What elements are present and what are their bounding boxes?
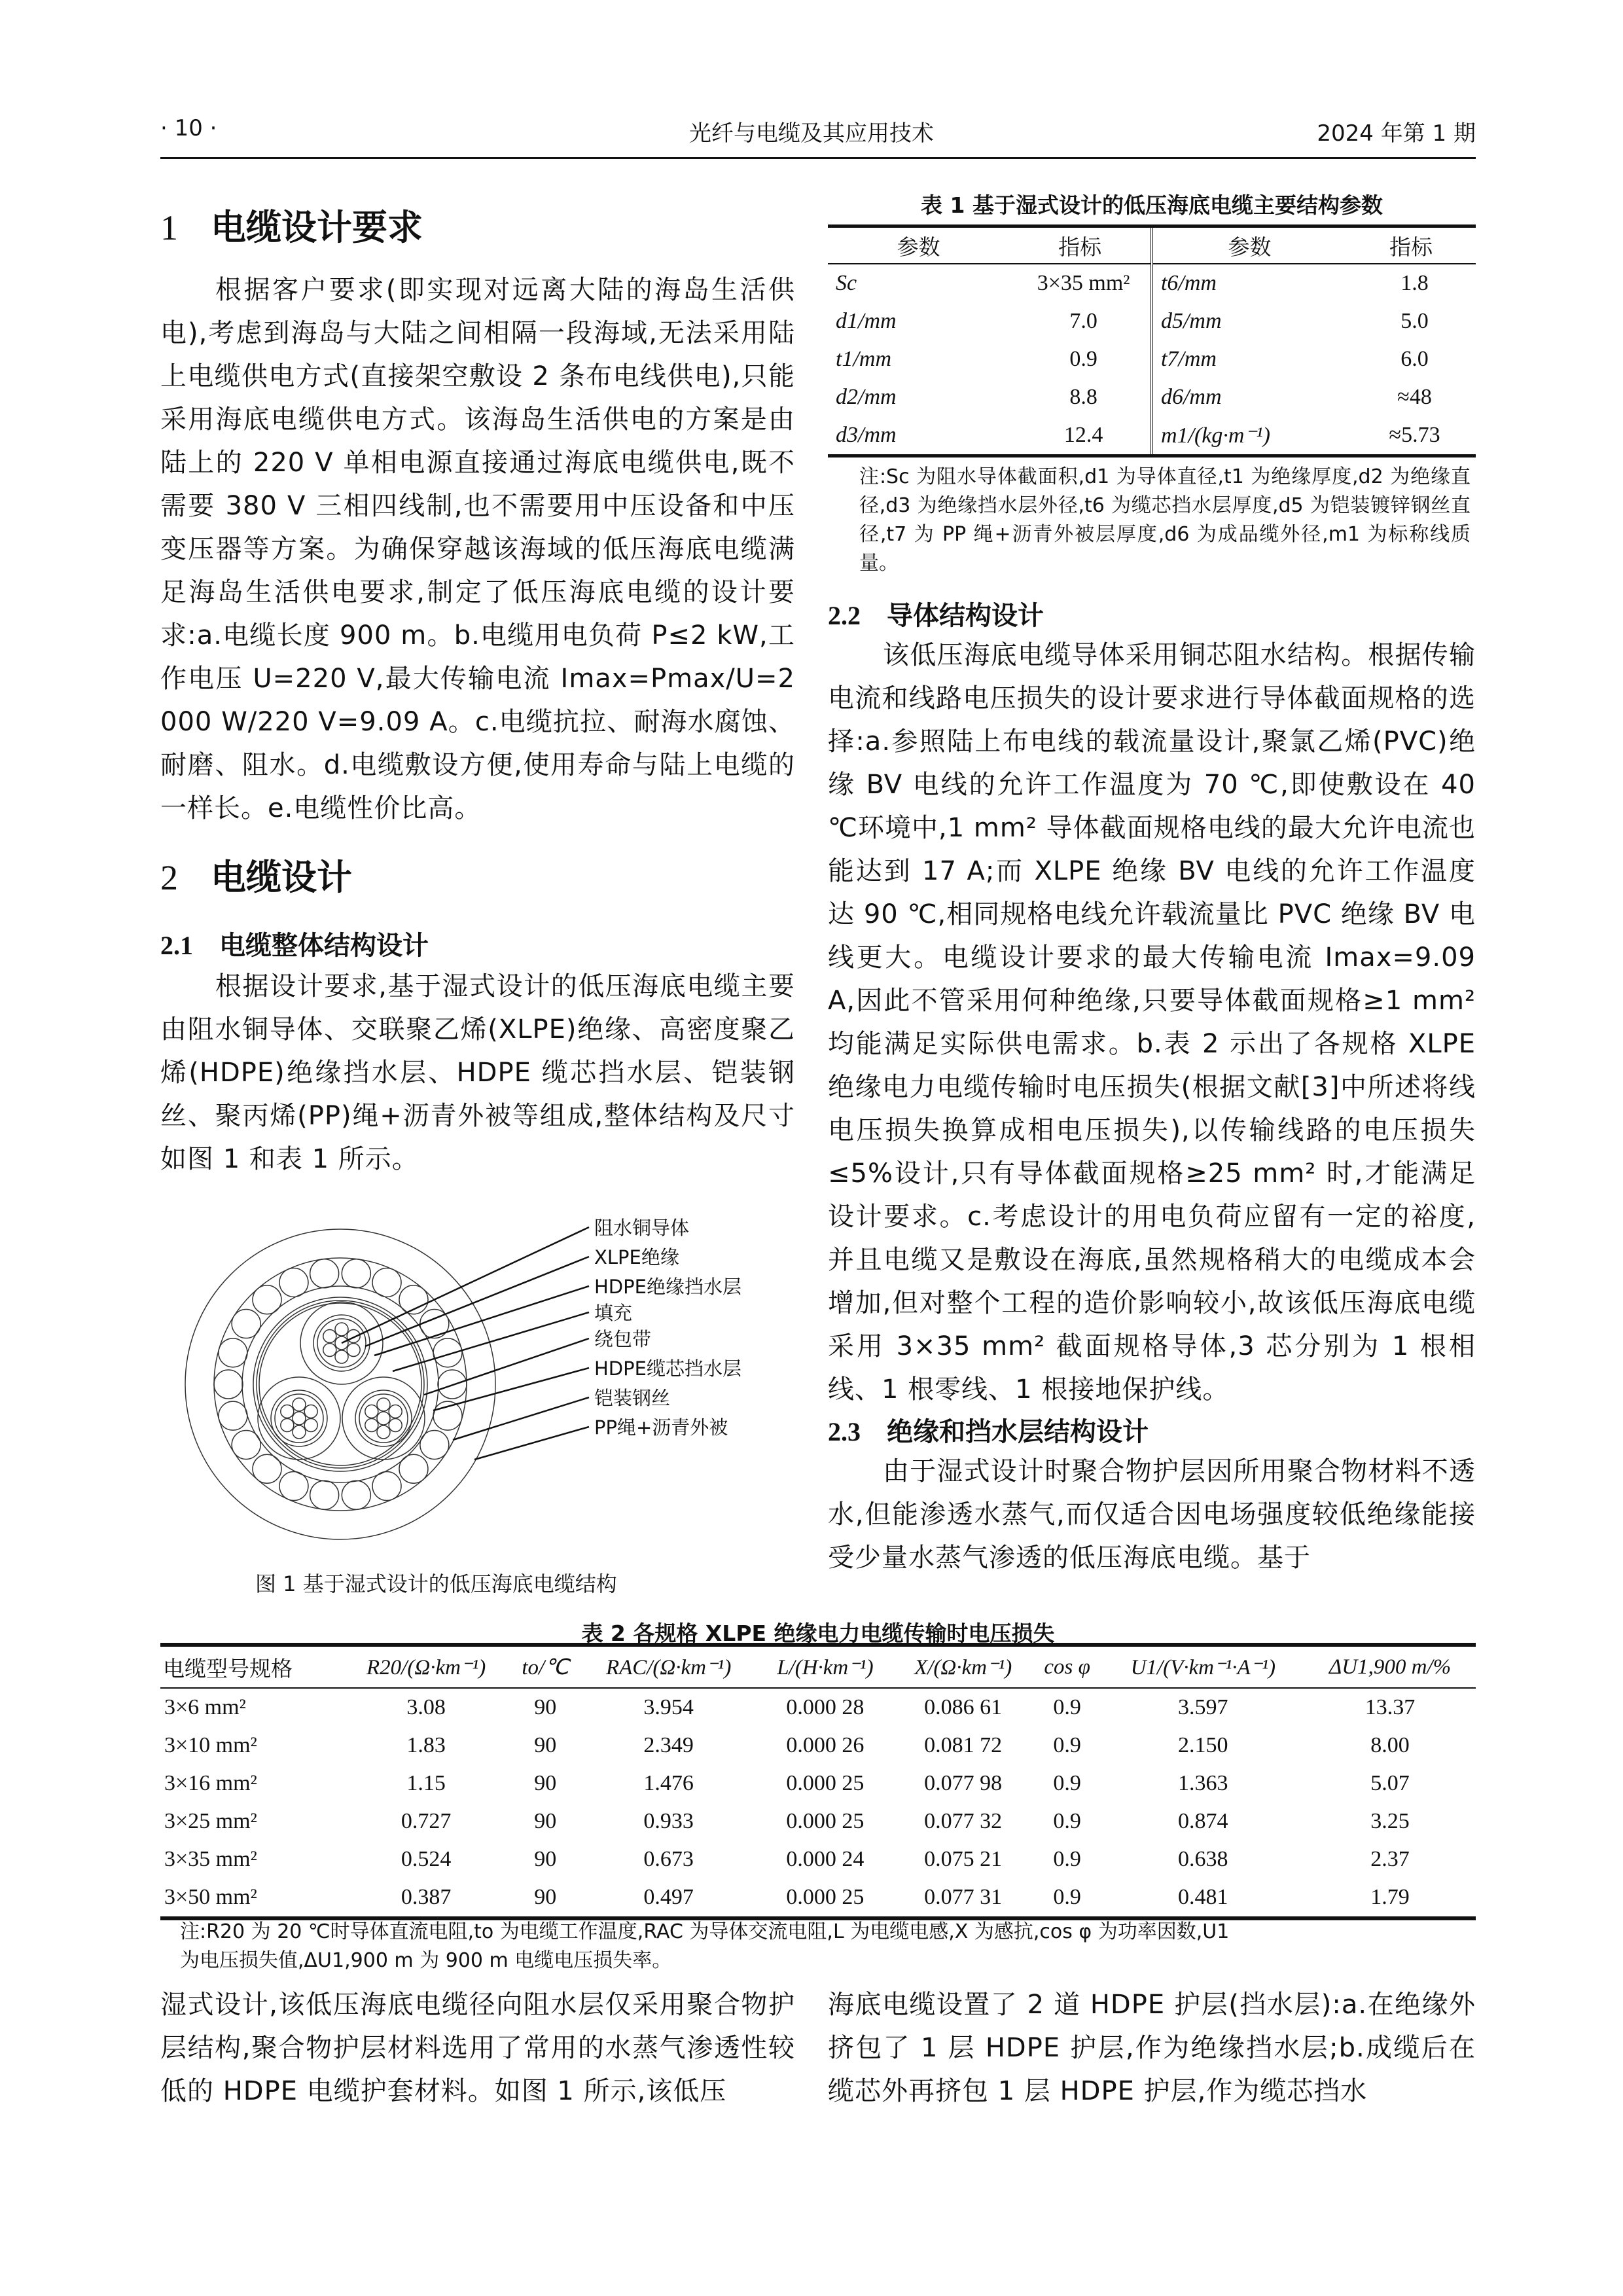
column-header: R20/(Ω·km⁻¹) <box>342 1645 510 1688</box>
armour-wire <box>399 1454 428 1483</box>
value-cell: 0.000 25 <box>786 1809 865 1833</box>
table-2 <box>160 1643 1476 1920</box>
value-cell: 0.497 <box>643 1885 694 1909</box>
section-1-heading <box>160 200 795 250</box>
column-header: to/℃ <box>510 1645 580 1688</box>
section-number: 1 <box>160 208 178 247</box>
conductor-strand <box>293 1398 306 1411</box>
value-cell: 0.000 25 <box>786 1771 865 1795</box>
value-cell: 90 <box>534 1771 557 1795</box>
column-header: 指标 <box>1009 226 1152 264</box>
column-header: 电缆型号规格 <box>160 1645 342 1688</box>
value-cell: 2.349 <box>643 1733 694 1757</box>
insulation-water-barrier <box>342 1377 425 1460</box>
conductor-strand <box>365 1405 378 1418</box>
table-2-note-line-2: 为电压损失值,ΔU1,900 m 为 900 m 电缆电压损失率。 <box>180 1949 672 1972</box>
figure-label: 铠装钢丝 <box>594 1387 671 1409</box>
value-cell: 8.00 <box>1370 1733 1410 1757</box>
value-cell: 0.933 <box>643 1809 694 1833</box>
parameter-cell: m1/(kg·m⁻¹) <box>1160 423 1270 448</box>
conductor-strand <box>365 1419 378 1432</box>
table-2-note <box>180 1918 1476 1975</box>
value-cell: 1.79 <box>1370 1885 1410 1909</box>
parameter-cell: d3/mm <box>836 423 897 447</box>
value-cell: 5.0 <box>1400 309 1429 333</box>
column-header: 指标 <box>1346 226 1476 264</box>
table-header-row <box>160 1645 1476 1688</box>
figure-label: 阻水铜导体 <box>594 1217 690 1239</box>
value-cell: 0.077 98 <box>924 1771 1003 1795</box>
bottom-right-paragraph: 海底电缆设置了 2 道 HDPE 护层(挡水层):a.在绝缘外挤包了 1 层 HDPE 护层,作为绝缘挡水层;b.成缆后在缆芯外再挤包 1 层 HDPE 护层,作为缆芯挡水 <box>828 1990 1476 2106</box>
column-header: X/(Ω·km⁻¹) <box>894 1645 1033 1688</box>
conductor-strand <box>377 1426 390 1439</box>
figure-label: XLPE绝缘 <box>594 1246 679 1268</box>
armour-wire <box>310 1480 339 1509</box>
value-cell: 0.9 <box>1053 1885 1081 1909</box>
conductor-outline <box>359 1394 408 1443</box>
conductor-strand <box>304 1419 317 1432</box>
section-2-2-heading <box>828 595 1476 632</box>
figure-label: 填充 <box>594 1302 633 1324</box>
leader-line <box>365 1257 589 1346</box>
section-title: 电缆整体结构设计 <box>219 931 429 961</box>
armour-wire <box>372 1472 401 1501</box>
value-cell: 8.8 <box>1009 378 1152 416</box>
armour-wire <box>279 1268 308 1297</box>
spec-cell: 3×50 mm² <box>164 1885 257 1909</box>
armour-wire <box>232 1310 260 1338</box>
spec-cell: 3×35 mm² <box>164 1847 257 1871</box>
armour-wire <box>214 1370 243 1399</box>
cable-cross-section-diagram <box>183 1198 772 1584</box>
conductor-strand <box>377 1412 390 1425</box>
header-rule <box>160 157 1476 159</box>
value-cell: 0.000 28 <box>786 1695 865 1719</box>
section-2-heading <box>160 850 795 900</box>
armour-wire <box>279 1472 308 1501</box>
armour-wire <box>420 1430 449 1459</box>
section-2-1-paragraph: 根据设计要求,基于湿式设计的低压海底电缆主要由阻水铜导体、交联聚乙烯(XLPE)绝缘、高密度聚乙烯(HDPE)绝缘挡水层、HDPE 缆芯挡水层、铠装钢丝、聚丙烯(PP)绳+沥青外被等组成,整体结构及尺寸如图 1 和表 1 所示。 <box>160 971 795 1174</box>
value-cell: 7.0 <box>1009 302 1152 340</box>
figure-label: HDPE绝缘挡水层 <box>594 1276 741 1298</box>
value-cell: 90 <box>534 1847 557 1871</box>
value-cell: 0.638 <box>1178 1847 1228 1871</box>
value-cell: 0.000 25 <box>786 1885 865 1909</box>
bottom-left-paragraph: 湿式设计,该低压海底电缆径向阻水层仅采用聚合物护层结构,聚合物护层材料选用了常用的水蒸气渗透性较低的 HDPE 电缆护套材料。如图 1 所示,该低压 <box>160 1990 795 2106</box>
section-title: 绝缘和挡水层结构设计 <box>887 1417 1149 1447</box>
armour-wire <box>253 1285 281 1314</box>
value-cell: 90 <box>534 1809 557 1833</box>
figure-1 <box>183 1198 772 1584</box>
section-2-3-paragraph: 由于湿式设计时聚合物护层因所用聚合物材料不透水,但能渗透水蒸气,而仅适合因电场强度较低绝缘能接受少量水蒸气渗透的低压海底电缆。基于 <box>828 1456 1476 1573</box>
figure-1-caption: 图 1 基于湿式设计的低压海底电缆结构 <box>255 1571 617 1596</box>
value-cell: 6.0 <box>1400 347 1429 371</box>
insulation-water-barrier <box>258 1377 340 1460</box>
value-cell: 1.8 <box>1400 271 1429 295</box>
parameter-cell: d2/mm <box>836 385 897 409</box>
armour-wire <box>433 1338 462 1367</box>
table-row <box>828 302 1476 340</box>
armour-wire <box>219 1338 247 1367</box>
xlpe-insulation <box>271 1390 327 1446</box>
leader-line <box>393 1312 589 1371</box>
section-title: 导体结构设计 <box>887 601 1044 631</box>
value-cell: 3.597 <box>1178 1695 1228 1719</box>
spec-cell: 3×25 mm² <box>164 1809 257 1833</box>
value-cell: 0.075 21 <box>924 1847 1003 1871</box>
value-cell: 0.673 <box>643 1847 694 1871</box>
conductor-strand <box>304 1405 317 1418</box>
value-cell: 3.25 <box>1370 1809 1410 1833</box>
conductor-strand <box>281 1419 294 1432</box>
armour-wire <box>342 1480 370 1509</box>
value-cell: 3.954 <box>643 1695 694 1719</box>
table-1-note: 注:Sc 为阻水导体截面积,d1 为导体直径,t1 为绝缘厚度,d2 为绝缘直径,d3 为绝缘挡水层外径,t6 为缆芯挡水层厚度,d5 为铠装镀锌钢丝直径,t7 为 PP 绳+沥青外被层厚度,d6 为成品缆外径,m1 为标称线质量。 <box>859 465 1471 575</box>
column-header: ΔU1,900 m/% <box>1304 1645 1476 1688</box>
table-row <box>160 1727 1476 1765</box>
value-cell: 0.000 24 <box>786 1847 865 1871</box>
value-cell: 90 <box>534 1885 557 1909</box>
value-cell: 5.07 <box>1370 1771 1410 1795</box>
parameter-cell: d1/mm <box>836 309 897 333</box>
spec-cell: 3×6 mm² <box>164 1695 246 1719</box>
armour-wire <box>438 1370 467 1399</box>
conductor-strand <box>323 1344 336 1357</box>
section-number: 2.2 <box>828 601 861 630</box>
value-cell: 0.077 31 <box>924 1885 1003 1909</box>
value-cell: 0.524 <box>401 1847 452 1871</box>
section-title: 电缆设计要求 <box>211 207 423 248</box>
parameter-cell: Sc <box>836 271 857 295</box>
figure-label: 绕包带 <box>594 1328 652 1350</box>
value-cell: 0.9 <box>1053 1809 1081 1833</box>
right-column <box>828 188 1476 1579</box>
armour-wire <box>342 1259 370 1288</box>
journal-title: 光纤与电缆及其应用技术 <box>689 120 934 147</box>
value-cell: ≈5.73 <box>1389 423 1440 447</box>
value-cell: 0.086 61 <box>924 1695 1003 1719</box>
table-row <box>160 1878 1476 1918</box>
table-1-title: 表 1 基于湿式设计的低压海底电缆主要结构参数 <box>921 192 1383 218</box>
parameter-cell: t6/mm <box>1160 271 1217 295</box>
value-cell: 0.081 72 <box>924 1733 1003 1757</box>
value-cell: 0.727 <box>401 1809 452 1833</box>
table-2-title: 表 2 各规格 XLPE 绝缘电力电缆传输时电压损失 <box>581 1621 1055 1646</box>
conductor-strand <box>347 1344 360 1357</box>
leader-line <box>453 1397 589 1440</box>
value-cell: 2.150 <box>1178 1733 1228 1757</box>
conductor-strand <box>389 1405 402 1418</box>
parameter-cell: t1/mm <box>836 347 891 371</box>
parameter-cell: t7/mm <box>1160 347 1217 371</box>
value-cell: 13.37 <box>1364 1695 1416 1719</box>
spec-cell: 3×10 mm² <box>164 1733 257 1757</box>
section-number: 2 <box>160 858 178 897</box>
section-number: 2.1 <box>160 931 193 960</box>
parameter-cell: d5/mm <box>1160 309 1222 333</box>
value-cell: 0.000 26 <box>786 1733 865 1757</box>
value-cell: ≈48 <box>1397 385 1432 409</box>
value-cell: 0.9 <box>1053 1771 1081 1795</box>
armour-wire <box>372 1268 401 1297</box>
table-row <box>828 378 1476 416</box>
conductor-strand <box>335 1350 348 1363</box>
table-row <box>828 340 1476 378</box>
value-cell: 0.9 <box>1009 340 1152 378</box>
value-cell: 12.4 <box>1009 416 1152 456</box>
page-number: · 10 · <box>160 115 217 141</box>
value-cell: 0.874 <box>1178 1809 1228 1833</box>
value-cell: 3×35 mm² <box>1009 264 1152 302</box>
conductor-strand <box>293 1426 306 1439</box>
table-row <box>160 1840 1476 1878</box>
armour-wire <box>253 1454 281 1483</box>
section-2-3-heading <box>828 1411 1476 1448</box>
value-cell: 0.387 <box>401 1885 452 1909</box>
armour-wire <box>232 1430 260 1459</box>
value-cell: 0.481 <box>1178 1885 1228 1909</box>
column-header: U1/(V·km⁻¹·A⁻¹) <box>1102 1645 1304 1688</box>
spec-cell: 3×16 mm² <box>164 1771 257 1795</box>
table-2-note-line-1: 注:R20 为 20 ℃时导体直流电阻,to 为电缆工作温度,RAC 为导体交流电阻,L 为电缆电感,X 为感抗,cos φ 为功率因数,U1 <box>180 1920 1230 1943</box>
conductor-strand <box>281 1405 294 1418</box>
conductor-strand <box>377 1398 390 1411</box>
conductor-outline <box>275 1394 323 1443</box>
table-row <box>160 1803 1476 1840</box>
column-header: 参数 <box>828 226 1009 264</box>
armour-wire <box>310 1259 339 1288</box>
conductor-strand <box>389 1419 402 1432</box>
armour-wire <box>219 1401 247 1430</box>
value-cell: 0.077 32 <box>924 1809 1003 1833</box>
value-cell: 90 <box>534 1733 557 1757</box>
figure-label: PP绳+沥青外被 <box>594 1416 728 1439</box>
left-column <box>160 200 795 1181</box>
conductor-strand <box>323 1330 336 1343</box>
leader-line <box>424 1338 589 1395</box>
parameter-cell: d6/mm <box>1160 385 1222 409</box>
section-2-1-heading <box>160 925 795 962</box>
section-title: 电缆设计 <box>211 857 352 898</box>
xlpe-insulation <box>355 1390 412 1446</box>
table-row <box>828 264 1476 302</box>
leader-line <box>474 1427 589 1460</box>
column-header: L/(H·km⁻¹) <box>757 1645 894 1688</box>
table-header-row <box>828 226 1476 264</box>
value-cell: 90 <box>534 1695 557 1719</box>
table-1 <box>828 224 1476 457</box>
section-2-2-paragraph: 该低压海底电缆导体采用铜芯阻水结构。根据传输电流和线路电压损失的设计要求进行导体截面规格的选择:a.参照陆上布电线的载流量设计,聚氯乙烯(PVC)绝缘 BV 电线的允许工作温度为 70 ℃,即使敷设在 40 ℃环境中,1 mm² 导体截面规格电线的最大允许电流也能达到 17 A;而 XLPE 绝缘 BV 电线的允许工作温度达 90 ℃,相同规格电线允许载流量比 PVC 绝缘 BV 电线更大。电缆设计要求的最大传输电流 Imax=9.09 A,因此不管采用何种绝缘,只要导体截面规格≥1 mm² 均能满足实际供电需求。b.表 2 示出了各规格 XLPE 绝缘电力电缆传输时电压损失(根据文献[3]中所述将线电压损失换算成相电压损失),以传输线路的电压损失≤5%设计,只有导体截面规格≥25 mm² 时,才能满足设计要求。c.考虑设计的用电负荷应留有一定的裕度,并且电缆又是敷设在海底,虽然规格稍大的电缆成本会增加,但对整个工程的造价影响较小,故该低压海底电缆采用 3×35 mm² 截面规格导体,3 芯分别为 1 根相线、1 根零线、1 根接地保护线。 <box>828 640 1476 1405</box>
value-cell: 1.15 <box>406 1771 446 1795</box>
section-1-paragraph: 根据客户要求(即实现对远离大陆的海岛生活供电),考虑到海岛与大陆之间相隔一段海域,无法采用陆上电缆供电方式(直接架空敷设 2 条布电线供电),只能采用海底电缆供电方式。该海岛生活供电的方案是由陆上的 220 V 单相电源直接通过海底电缆供电,既不需要 380 V 三相四线制,也不需要用中压设备和中压变压器等方案。为确保穿越该海域的低压海底电缆满足海岛生活供电要求,制定了低压海底电缆的设计要求:a.电缆长度 900 m。b.电缆用电负荷 P≤2 kW,工作电压 U=220 V,最大传输电流 Imax=Pmax/U=2 000 W/220 V=9.09 A。c.电缆抗拉、耐海水腐蚀、耐磨、阻水。d.电缆敷设方便,使用寿命与陆上电缆的一样长。e.电缆性价比高。 <box>160 275 795 823</box>
column-header: cos φ <box>1033 1645 1102 1688</box>
value-cell: 0.9 <box>1053 1695 1081 1719</box>
issue-label: 2024 年第 1 期 <box>1317 120 1476 147</box>
value-cell: 1.476 <box>643 1771 694 1795</box>
value-cell: 1.363 <box>1178 1771 1228 1795</box>
value-cell: 2.37 <box>1370 1847 1410 1871</box>
column-header: 参数 <box>1152 226 1346 264</box>
value-cell: 3.08 <box>406 1695 446 1719</box>
table-row <box>160 1688 1476 1727</box>
table-row <box>160 1765 1476 1803</box>
table-row <box>828 416 1476 456</box>
value-cell: 1.83 <box>406 1733 446 1757</box>
column-header: RAC/(Ω·km⁻¹) <box>580 1645 757 1688</box>
value-cell: 0.9 <box>1053 1847 1081 1871</box>
conductor-strand <box>335 1323 348 1336</box>
section-number: 2.3 <box>828 1417 861 1446</box>
figure-label: HDPE缆芯挡水层 <box>594 1357 741 1380</box>
value-cell: 0.9 <box>1053 1733 1081 1757</box>
conductor-strand <box>293 1412 306 1425</box>
